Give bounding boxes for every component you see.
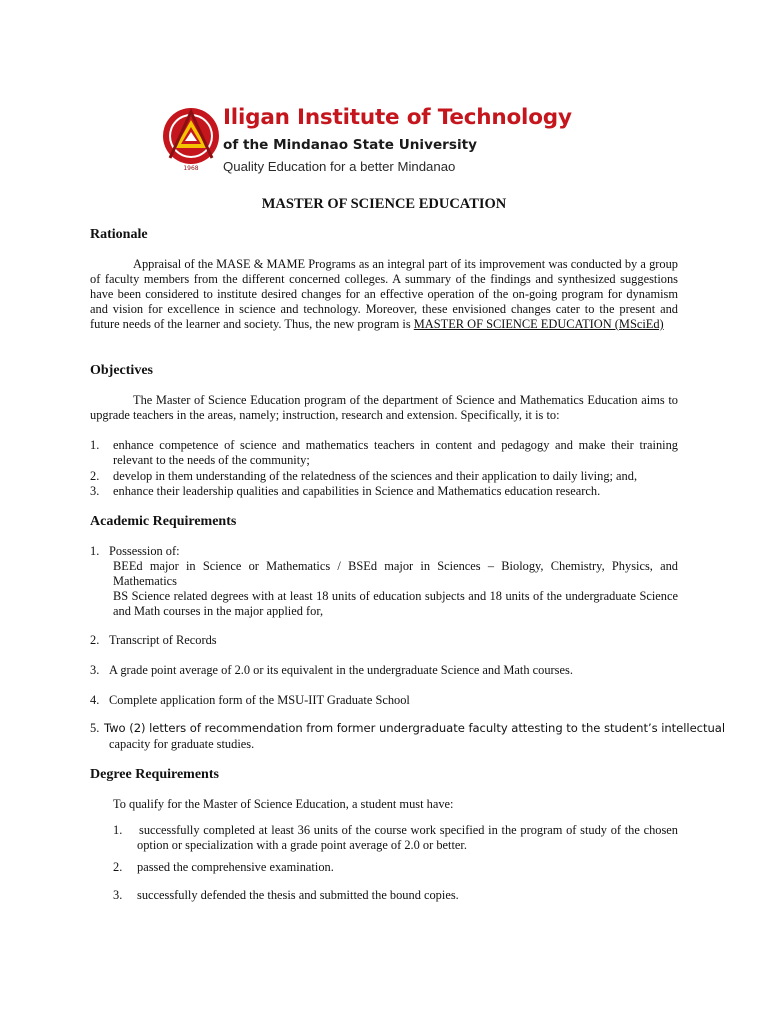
academic-number: 1. [90, 544, 100, 558]
academic-subitem: BEEd major in Science or Mathematics / BSEd major in Sciences – Biology, Chemistry, Physics, and Mathematics [113, 559, 678, 588]
objectives-intro: The Master of Science Education program of the department of Science and Mathematics Education aims to upgrade teachers in the areas, namely; instruction, research and extension. Specifically, it is to: [90, 393, 678, 422]
tagline: Quality Education for a better Mindanao [223, 159, 456, 174]
academic-item-continued: capacity for graduate studies. [109, 737, 255, 751]
academic-item: Transcript of Records [109, 633, 217, 647]
objective-item: enhance their leadership qualities and capabilities in Science and Mathematics education research. [113, 484, 601, 498]
academic-item: A grade point average of 2.0 or its equivalent in the undergraduate Science and Math courses. [109, 663, 573, 677]
letterhead [0, 88, 768, 198]
degree-number: 3. [113, 888, 123, 902]
page-title: MASTER OF SCIENCE EDUCATION [261, 196, 507, 212]
academic-number: 4. [90, 693, 100, 707]
academic-item: Two (2) letters of recommendation from former undergraduate faculty attesting to the student’s intellectual [104, 721, 726, 735]
academic-number: 2. [90, 633, 100, 647]
rationale-text: Appraisal of the MASE & MAME Programs as an integral part of its improvement was conducted by a group of faculty members from the different concerned colleges. A summary of the findings and synthesized suggestions have been considered to institute desired changes for an effective operation of the on-going program for dynamism and vision for excellence in science and technology. Moreover, these envisioned changes cater to the present and future needs of the learner and society. Thus, the new program is [90, 257, 678, 331]
objective-item: enhance competence of science and mathematics teachers in content and pedagogy and make their training relevant to the needs of the community; [113, 438, 678, 467]
degree-number: 1. [113, 823, 123, 837]
academic-subitem: BS Science related degrees with at least 18 units of education subjects and 18 units of the undergraduate Science and Math courses in the major applied for, [113, 589, 678, 618]
academic-item: Possession of: [109, 544, 180, 558]
degree-intro: To qualify for the Master of Science Education, a student must have: [113, 797, 454, 811]
academic-item: Complete application form of the MSU-IIT Graduate School [109, 693, 410, 707]
objective-number: 3. [90, 484, 100, 498]
objective-number: 2. [90, 469, 100, 483]
objective-number: 1. [90, 438, 100, 452]
academic-number: 5. [90, 721, 100, 735]
objectives-heading: Objectives [90, 363, 153, 378]
rationale-heading: Rationale [90, 227, 148, 242]
academic-number: 3. [90, 663, 100, 677]
academic-requirements-heading: Academic Requirements [90, 514, 237, 529]
rationale-paragraph [90, 257, 678, 332]
degree-requirements-heading: Degree Requirements [90, 767, 219, 782]
objective-item: develop in them understanding of the relatedness of the sciences and their application to daily living; and, [113, 469, 638, 483]
degree-item: successfully defended the thesis and submitted the bound copies. [137, 888, 459, 902]
degree-item: passed the comprehensive examination. [137, 860, 334, 874]
program-name: MASTER OF SCIENCE EDUCATION (MSciEd) [413, 317, 664, 331]
svg-text:1968: 1968 [183, 165, 199, 172]
degree-item: successfully completed at least 36 units of the course work specified in the program of study of the chosen option or specialization with a grade point average of 2.0 or better. [137, 823, 678, 852]
iit-logo-icon [160, 98, 222, 176]
degree-number: 2. [113, 860, 123, 874]
university-name: of the Mindanao State University [223, 137, 477, 153]
institute-name: Iligan Institute of Technology [223, 105, 572, 130]
